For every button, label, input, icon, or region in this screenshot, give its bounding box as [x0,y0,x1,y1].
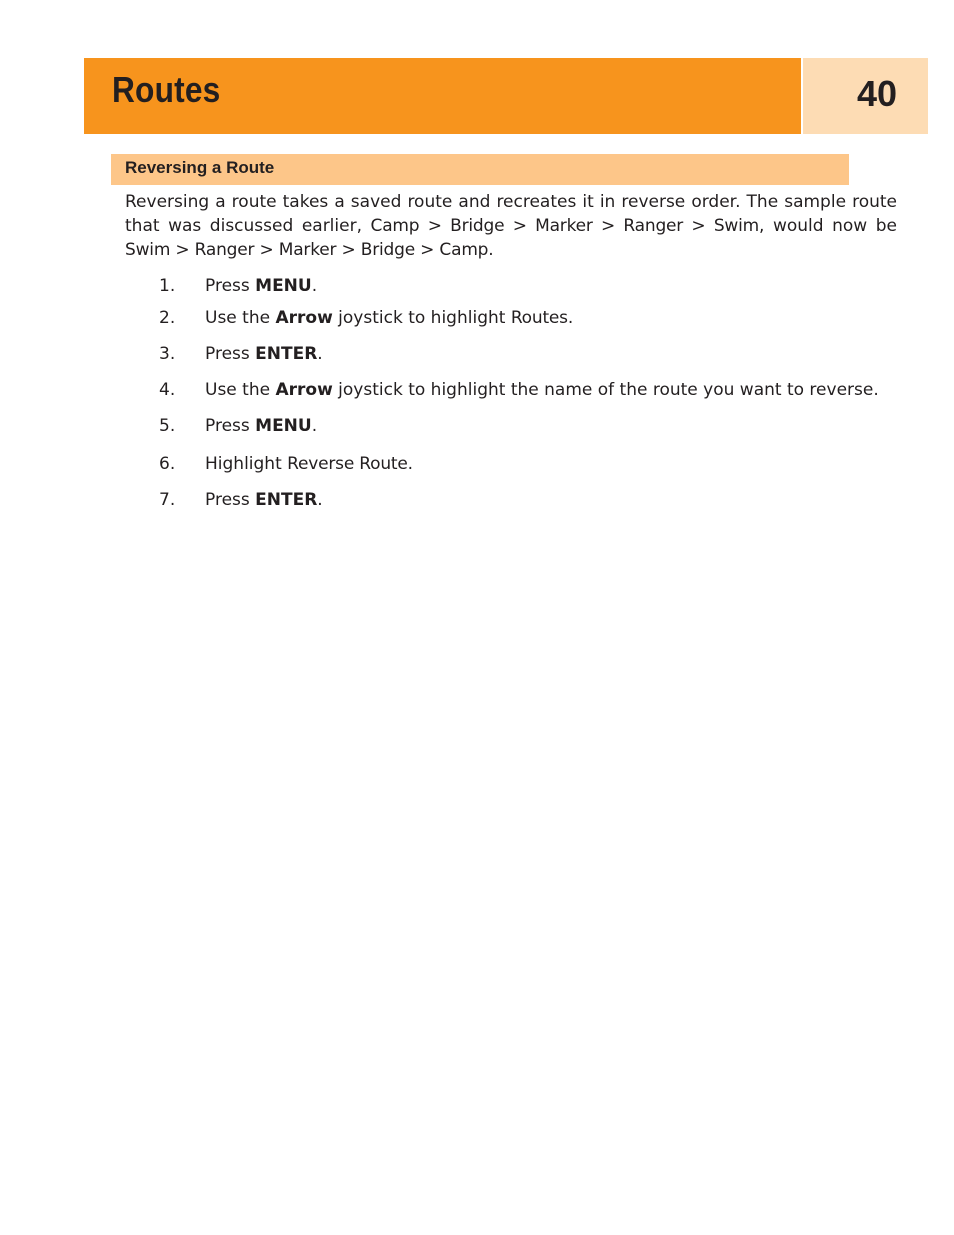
section-heading-bar [111,154,849,185]
step-prefix: Press [205,416,256,436]
step-text [205,451,413,477]
step-suffix: . [317,344,323,364]
step-number: 2. [159,308,176,328]
step-number: 4. [159,380,176,400]
step-term: Reverse Route [287,454,408,474]
step-key: ENTER [255,344,318,364]
intro-paragraph [125,190,897,262]
intro-text-3: . [488,240,494,260]
step-prefix: Use the [205,308,276,328]
route-reversed: Swim > Ranger > Marker > Bridge > Camp [125,240,489,260]
section-title: Reversing a Route [125,158,275,177]
step-text [205,487,323,513]
step-number: 6. [159,454,176,474]
step-item [0,305,900,331]
step-text [205,305,573,331]
step-item [0,413,900,439]
step-prefix: Press [205,490,256,510]
step-key: Arrow [275,308,333,328]
step-item [0,487,900,513]
step-item [0,451,900,477]
step-key: ENTER [255,490,318,510]
page-number: 40 [856,73,897,114]
page-number-box [803,58,928,134]
step-item [0,377,900,403]
step-prefix: Press [205,276,256,296]
step-text [205,377,879,403]
step-key: Arrow [275,380,333,400]
route-original: Camp > Bridge > Marker > Ranger > Swim [370,216,760,236]
step-suffix: . [317,490,323,510]
step-term: Routes [510,308,568,328]
step-item [0,273,900,299]
step-number: 3. [159,344,176,364]
intro-text-2: , would now be [759,216,898,236]
step-suffix: . [407,454,414,474]
step-suffix: . [311,416,318,436]
step-text [205,413,317,439]
step-prefix: Use the [205,380,276,400]
step-key: MENU [255,416,312,436]
chapter-title: Routes [112,69,221,110]
step-prefix: Press [205,344,256,364]
step-item [0,341,900,367]
step-suffix: . [567,308,574,328]
step-middle: joystick to highlight the name of the route you want to reverse. [332,380,879,400]
step-middle: joystick to highlight [332,308,511,328]
step-key: MENU [255,276,312,296]
step-number: 5. [159,416,176,436]
intro-text-1: Reversing a route takes a saved route and recreates it in reverse order. The sample route that was discussed earlier, [125,192,897,236]
step-number: 7. [159,490,176,510]
chapter-title-bar [84,58,801,134]
step-prefix: Highlight [205,454,288,474]
step-text [205,273,317,299]
step-suffix: . [311,276,318,296]
step-number: 1. [159,276,176,296]
step-text [205,341,323,367]
